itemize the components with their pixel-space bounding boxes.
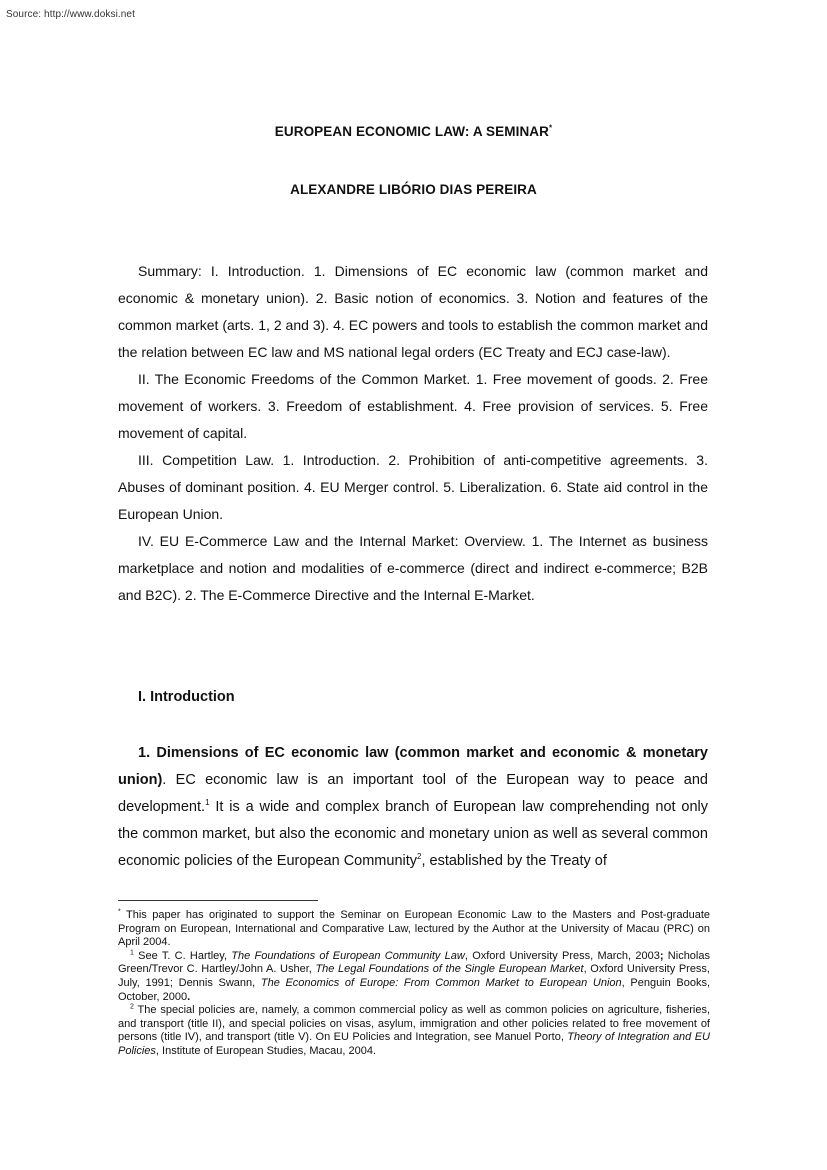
source-url: Source: http://www.doksi.net	[6, 9, 135, 20]
footnote-text: Nicholas Green/Trevor C. Hartley/John A. Usher,	[118, 949, 710, 976]
citation-title: The Foundations of European Community Law	[231, 949, 465, 962]
footnote-ref-1[interactable]: 1	[205, 798, 210, 808]
summary-paragraph-intro: Summary: I. Introduction. 1. Dimensions of EC economic law (common market and economic & monetary union). 2. Basic notion of economics. 3. Notion and features of the common market (arts. 1, 2 and 3). 4. EC powers and tools to establish the common market and the relation between EC law and MS national legal orders (EC Treaty and ECJ case-law).	[118, 263, 708, 360]
footnote-divider	[118, 900, 318, 901]
footnote-1-mark: 1	[130, 949, 134, 957]
title-footnote-mark[interactable]: *	[549, 123, 553, 133]
footnote-text: , Oxford University Press, March, 2003	[464, 949, 660, 962]
summary-paragraph-freedoms: II. The Economic Freedoms of the Common Market. 1. Free movement of goods. 2. Free movement of workers. 3. Freedom of establishment. 4. Free provision of services. 5. Free movement of capital.	[118, 371, 708, 441]
citation-title: Theory of Integration and EU Policies	[118, 1031, 710, 1057]
citation-title: The Economics of Europe: From Common Market to European Union	[260, 976, 622, 989]
body-text-part: It is a wide and complex branch of European law comprehending not only the common market, but also the economic and monetary union as well as several common economic policies of the European Community	[118, 799, 708, 869]
citation-title: The Legal Foundations of the Single European Market	[315, 963, 584, 976]
footnotes-section	[118, 909, 710, 1059]
author-name: ALEXANDRE LIBÓRIO DIAS PEREIRA	[290, 182, 537, 197]
footnote-1	[118, 950, 710, 1004]
footnote-ref-2[interactable]: 2	[417, 852, 422, 862]
body-paragraph	[118, 740, 708, 875]
footnote-text: This paper has originated to support the Seminar on European Economic Law to the Masters and Post-graduate Program on European, International and Comparative Law, lectured by the Author at the University of Macau (PRC) on April 2004.	[118, 909, 710, 949]
summary-paragraph-ecommerce: IV. EU E-Commerce Law and the Internal Market: Overview. 1. The Internet as business marketplace and notion and modalities of e-commerce (direct and indirect e-commerce; B2B and B2C). 2. The E-Commerce Directive and the Internal E-Market.	[118, 533, 708, 603]
footnote-text: , Oxford University Press, July, 1991; Dennis Swann,	[118, 963, 710, 989]
paragraph-lead-heading: 1. Dimensions of EC economic law (common market and economic & monetary union)	[118, 745, 708, 788]
footnote-2-mark: 2	[130, 1003, 134, 1011]
footnote-star	[118, 909, 710, 950]
footnote-text: The special policies are, namely, a common commercial policy as well as common policies on agriculture, fisheries, and transport (title II), and special policies on visas, asylum, immigration and other policies related to free movement of persons (title IV), and transport (title V). On EU Policies and Integration, see Manuel Porto,	[118, 1004, 710, 1044]
document-title	[0, 124, 827, 139]
body-text-part: . EC economic law is an important tool of the European way to peace and development.	[118, 772, 708, 815]
footnote-punctuation: .	[187, 990, 191, 1003]
footnote-punctuation: ;	[659, 949, 664, 962]
document-title-text: EUROPEAN ECONOMIC LAW: A SEMINAR	[274, 124, 549, 139]
body-text-part: , established by the Treaty of	[421, 853, 607, 869]
summary-section	[118, 258, 708, 609]
summary-paragraph-competition: III. Competition Law. 1. Introduction. 2. Prohibition of anti-competitive agreements. 3. Abuses of dominant position. 4. EU Merger control. 5. Liberalization. 6. State aid control in the European Union.	[118, 452, 708, 522]
footnote-text: , Institute of European Studies, Macau, 2004.	[155, 1044, 377, 1057]
footnote-text: See T. C. Hartley,	[133, 949, 232, 962]
footnote-star-mark: *	[118, 908, 121, 916]
footnote-2	[118, 1004, 710, 1058]
section-heading: I. Introduction	[138, 689, 235, 705]
footnote-text: , Penguin Books, October, 2000	[118, 976, 711, 1003]
